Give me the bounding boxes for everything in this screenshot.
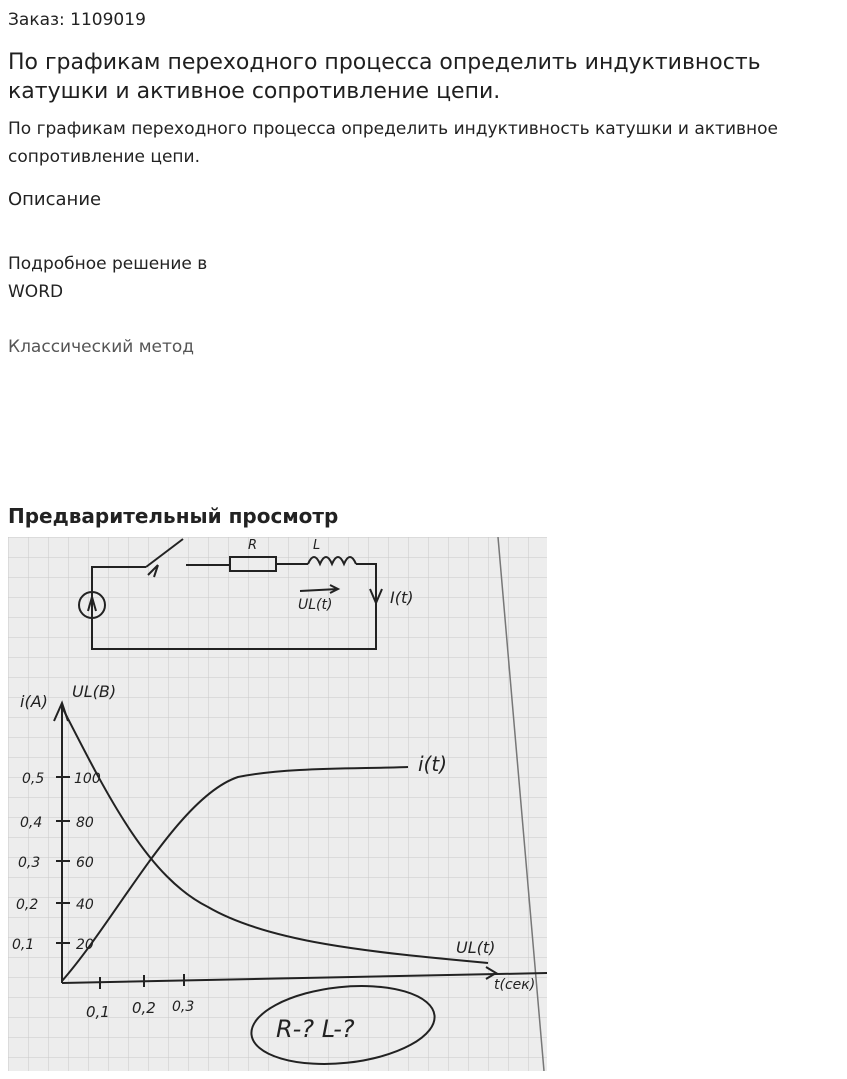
tick-voltage-2: 60 <box>76 855 94 871</box>
preview-image[interactable] <box>8 537 547 1071</box>
tick-voltage-4: 20 <box>76 937 94 953</box>
tick-voltage-1: 80 <box>76 815 94 831</box>
inductor-voltage-label: UL(t) <box>298 597 333 613</box>
tick-voltage-0: 100 <box>74 771 101 787</box>
resistor-label: R <box>248 538 258 553</box>
axis-time-label: t(сек) <box>494 977 536 993</box>
inductor-label: L <box>313 538 321 553</box>
page-title: По графикам переходного процесса определить индуктивность катушки и активное сопротивление цепи. <box>8 50 761 104</box>
tick-time-0: 0,1 <box>86 1003 110 1021</box>
tick-time-1: 0,2 <box>132 999 156 1017</box>
tick-current-1: 0,4 <box>20 815 43 831</box>
tick-current-3: 0,2 <box>16 897 39 913</box>
preview-heading: Предварительный просмотр <box>8 504 339 528</box>
order-number: Заказ: 1109019 <box>8 10 146 30</box>
preview-drawing <box>8 537 547 1071</box>
question-text: R-? L-? <box>276 1015 355 1043</box>
voltage-curve-label: UL(t) <box>456 938 496 957</box>
current-label: I(t) <box>390 588 414 607</box>
tick-time-2: 0,3 <box>172 999 195 1015</box>
tick-current-0: 0,5 <box>22 771 45 787</box>
current-curve-label: i(t) <box>418 752 448 776</box>
task-description: По графикам переходного процесса определить индуктивность катушки и активное сопротивление цепи. <box>8 119 778 167</box>
method-label: Классический метод <box>8 337 195 357</box>
axis-current-label: i(A) <box>20 692 48 711</box>
description-heading: Описание <box>8 189 102 210</box>
axis-voltage-label: UL(B) <box>72 682 117 701</box>
tick-voltage-3: 40 <box>76 897 94 913</box>
tick-current-4: 0,1 <box>12 937 35 953</box>
tick-current-2: 0,3 <box>18 855 41 871</box>
solution-detail: Подробное решение в WORD <box>8 254 208 302</box>
